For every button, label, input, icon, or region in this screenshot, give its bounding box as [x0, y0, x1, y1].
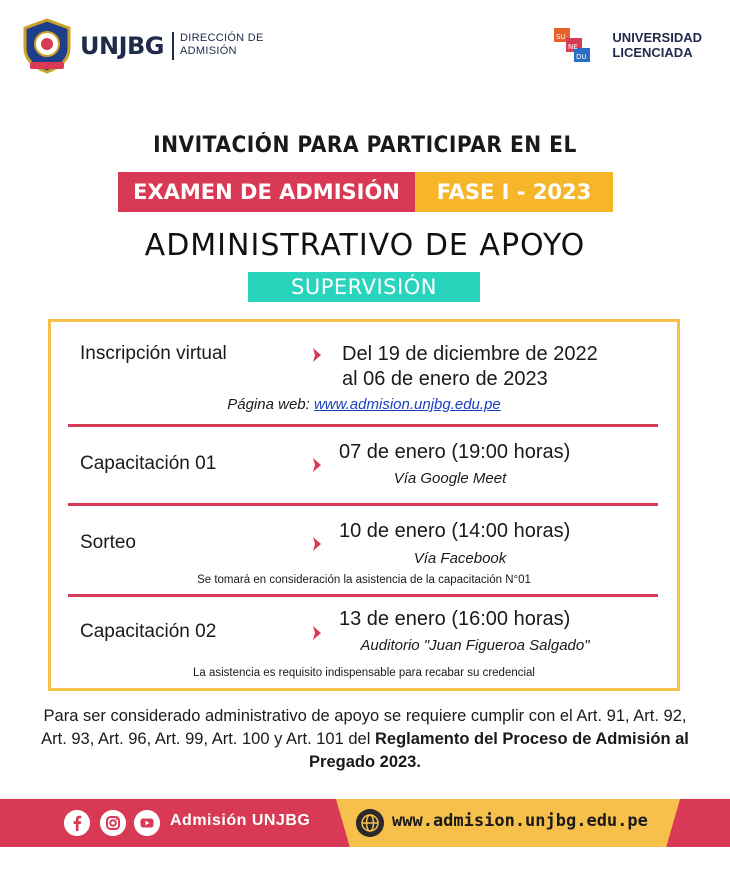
brand-name: UNJBG [80, 32, 164, 60]
header [22, 18, 702, 78]
svg-text:SU: SU [556, 33, 566, 41]
facebook-icon[interactable] [64, 810, 90, 836]
chevron-right-icon [311, 347, 323, 363]
sorteo-via: Vía Facebook [413, 550, 507, 567]
university-seal-icon [22, 18, 72, 74]
footer-website-link[interactable]: www.admision.unjbg.edu.pe [392, 811, 648, 831]
cap2-note: La asistencia es requisito indispensable para recabar su credencial [192, 667, 535, 679]
brand-divider [172, 32, 174, 60]
brand-subtitle-line1: DIRECCIÓN DE [180, 32, 264, 44]
cap1-label: Capacitación 01 [80, 453, 217, 474]
instagram-icon[interactable] [100, 810, 126, 836]
divider [68, 503, 658, 506]
social-handle: Admisión UNJBG [170, 812, 311, 829]
area-badge: SUPERVISIÓN [248, 272, 480, 302]
brand-subtitle [180, 32, 264, 58]
role-title: ADMINISTRATIVO DE APOYO [144, 228, 586, 263]
web-label: Página web: [227, 396, 310, 413]
sunedu-logo-icon [554, 26, 592, 66]
web-line [48, 396, 680, 413]
inscripcion-label: Inscripción virtual [80, 343, 227, 364]
sorteo-date: 10 de enero (14:00 horas) [339, 520, 571, 542]
cap1-via: Vía Google Meet [393, 470, 507, 487]
requirement-regulation: Reglamento del Proceso de Admisión al Pregado 2023. [309, 730, 689, 771]
svg-text:DU: DU [576, 53, 587, 61]
inscripcion-line1: Del 19 de diciembre de 2022 [342, 343, 598, 365]
sorteo-note: Se tomará en consideración la asistencia de la capacitación N°01 [197, 574, 531, 586]
licensed-line1: UNIVERSIDAD [612, 30, 702, 45]
cap1-date: 07 de enero (19:00 horas) [339, 441, 571, 463]
inscripcion-line2: al 06 de enero de 2023 [342, 368, 548, 390]
globe-icon [356, 809, 384, 837]
svg-text:NE: NE [568, 43, 578, 51]
youtube-icon[interactable] [134, 810, 160, 836]
licensed-line2: LICENCIADA [612, 45, 693, 60]
requirement-body: Para ser considerado administrativo de apoyo se requiere cumplir con el Art. 91, Art. 92, Art. 93, Art. 96, Art. 99, Art. 100 y Art. 101 del [41, 707, 687, 748]
phase-banner: FASE I - 2023 [415, 172, 613, 212]
cap2-label: Capacitación 02 [80, 621, 217, 642]
divider [68, 594, 658, 597]
sorteo-label: Sorteo [80, 532, 136, 553]
cap2-via: Auditorio "Juan Figueroa Salgado" [360, 637, 590, 654]
chevron-right-icon [311, 457, 323, 473]
invitation-heading: INVITACIÓN PARA PARTICIPAR EN EL [153, 133, 577, 158]
cap2-date: 13 de enero (16:00 horas) [339, 608, 571, 630]
requirement-text [30, 705, 700, 774]
exam-banner: EXAMEN DE ADMISIÓN [118, 172, 415, 212]
chevron-right-icon [311, 536, 323, 552]
licensed-badge [612, 30, 702, 60]
divider [68, 424, 658, 427]
brand-subtitle-line2: ADMISIÓN [180, 45, 237, 57]
web-link[interactable]: www.admision.unjbg.edu.pe [313, 396, 501, 413]
chevron-right-icon [311, 625, 323, 641]
